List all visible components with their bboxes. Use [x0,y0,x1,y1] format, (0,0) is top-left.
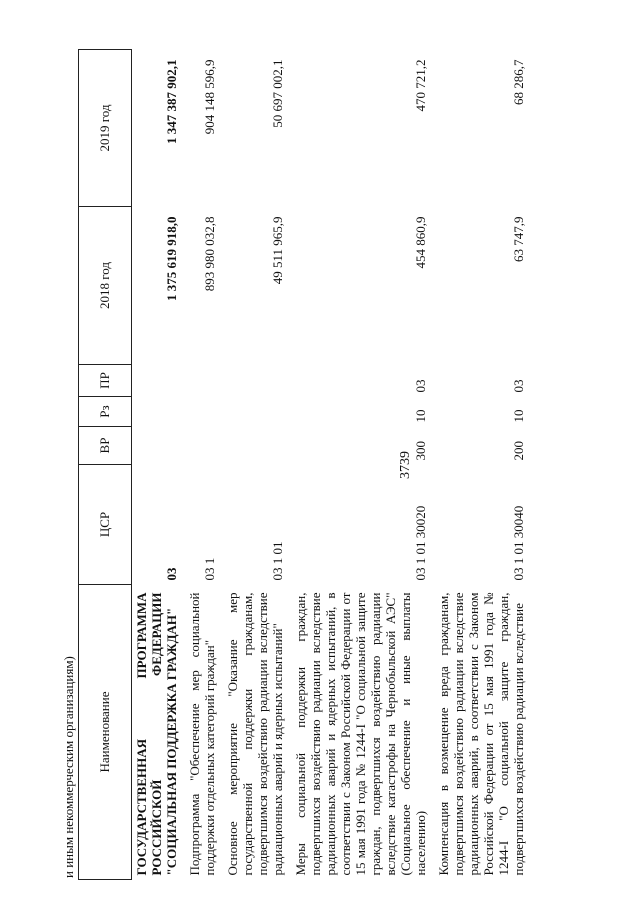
header-name: Наименование [79,585,132,880]
budget-table [78,49,532,880]
page-number: 3739 [398,451,413,479]
header-csr: ЦСР [79,465,132,585]
header-rz: Рз [79,397,132,427]
table-row [291,50,434,880]
row-pr [132,365,186,397]
row-2018: 1 375 619 918,0 [164,216,179,301]
row-vr: 300 [413,441,428,461]
row-name: ГОСУДАРСТВЕННАЯ ПРОГРАММА РОССИЙСКОЙ ФЕДЕРАЦИИ "СОЦИАЛЬНАЯ ПОДДЕРЖКА ГРАЖДАН" [134,592,179,876]
row-rz [185,397,223,427]
table-row [132,50,186,880]
row-csr: 03 1 01 30020 [413,505,428,581]
row-vr [132,427,186,465]
row-rz [223,397,291,427]
row-rz: 10 [413,409,428,423]
header-2019: 2019 год [79,50,132,207]
row-csr: 03 1 [202,557,217,581]
header-vr: ВР [79,427,132,465]
row-pr [223,365,291,397]
table-row [434,50,532,880]
row-vr [185,427,223,465]
header-2018: 2018 год [79,207,132,365]
row-vr [223,427,291,465]
document-content [60,50,532,880]
row-name: Компенсация в возмещение вреда гражданам, подвергшимся воздействию радиации вследствие радиационных аварий, в соответствии с Законом Российской Федерации от 15 мая 1991 года № 1244-I "О социальной защите граждан, подвергшихся воздействию радиации вследствие [436,592,526,876]
row-2018: 49 511 965,9 [270,216,285,285]
table-header [79,50,132,880]
row-csr: 03 1 01 30040 [511,505,526,581]
row-2018: 454 860,9 [413,216,428,269]
row-pr [185,365,223,397]
row-2019: 68 286,7 [511,59,526,105]
row-vr: 200 [511,441,526,461]
row-2019: 1 347 387 902,1 [164,59,179,144]
row-2019: 470 721,2 [413,59,428,112]
row-2019: 904 148 596,9 [202,59,217,135]
carryover-text: и иным некоммерческим организациям) [61,656,76,878]
row-2018: 893 980 032,8 [202,216,217,292]
row-name: Меры социальной поддержки граждан, подвергшихся воздействию радиации вследствие радиационных аварий и ядерных испытаний, в соответствии с Законом Российской Федерации от 15 мая 1991 года № 1244-I "О социальной защите граждан, подвергшихся воздействию радиации вследствие катастрофы на Чернобыльской АЭС" (Социальное обеспечение и иные выплаты населению) [293,592,428,876]
row-pr: 03 [413,379,428,393]
row-2019: 50 697 002,1 [270,59,285,128]
header-pr: ПР [79,365,132,397]
table-row [223,50,291,880]
table-row [185,50,223,880]
row-rz: 10 [511,409,526,423]
row-pr: 03 [511,379,526,393]
row-name: Основное мероприятие "Оказание мер государственной поддержки гражданам, подвергшимся воздействию радиации вследствие радиационных аварий и ядерных испытаний" [225,592,285,876]
row-name: Подпрограмма "Обеспечение мер социальной поддержки отдельных категорий граждан" [187,592,217,876]
row-csr: 03 [164,567,179,581]
row-rz [132,397,186,427]
row-2018: 63 747,9 [511,216,526,262]
row-csr: 03 1 01 [270,541,285,581]
